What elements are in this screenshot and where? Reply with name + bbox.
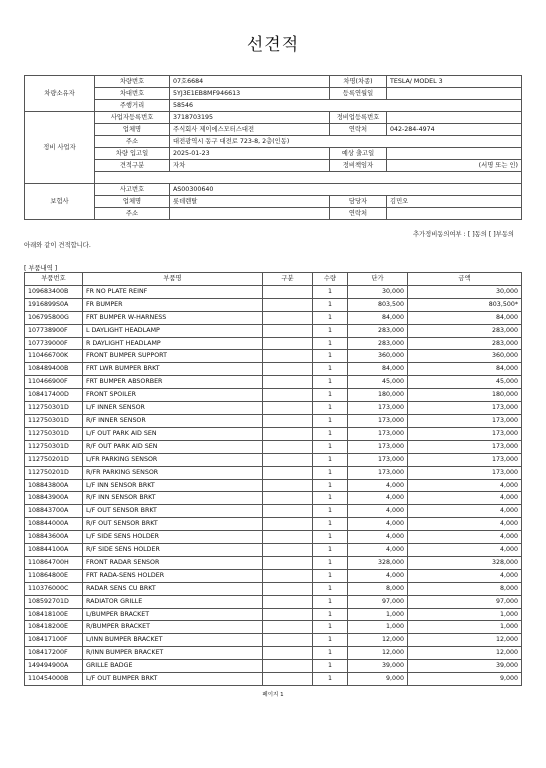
amount-cell: 180,000 — [408, 389, 522, 402]
unit-price-cell: 12,000 — [348, 647, 408, 660]
table-row — [25, 531, 522, 544]
unit-price-cell: 4,000 — [348, 544, 408, 557]
amount-cell: 12,000 — [408, 647, 522, 660]
type-cell — [263, 647, 313, 660]
qty-cell: 1 — [313, 544, 348, 557]
insurer-contact-value — [387, 208, 522, 220]
qty-cell: 1 — [313, 595, 348, 608]
amount-cell: 84,000 — [408, 363, 522, 376]
unit-price-cell: 4,000 — [348, 505, 408, 518]
estimate-info-table — [24, 75, 522, 220]
type-cell — [263, 608, 313, 621]
part-name-cell: FRT BUMPER W-HARNESS — [83, 311, 263, 324]
table-row — [25, 466, 522, 479]
part-no-cell: 110864800E — [25, 569, 83, 582]
type-cell — [263, 595, 313, 608]
vehicle-no-value: 07호6684 — [170, 76, 330, 88]
type-cell — [263, 453, 313, 466]
unit-price-cell: 4,000 — [348, 479, 408, 492]
type-cell — [263, 544, 313, 557]
part-no-cell: 110864700H — [25, 556, 83, 569]
table-row — [25, 518, 522, 531]
qty-cell: 1 — [313, 453, 348, 466]
qty-cell: 1 — [313, 582, 348, 595]
vin-label: 차대번호 — [95, 88, 170, 100]
type-cell — [263, 621, 313, 634]
insurer-address-label: 주소 — [95, 208, 170, 220]
qty-cell: 1 — [313, 556, 348, 569]
part-no-cell: 108843700A — [25, 505, 83, 518]
out-date-label: 예상 출고일 — [330, 148, 387, 160]
qty-cell: 1 — [313, 311, 348, 324]
unit-price-cell: 39,000 — [348, 660, 408, 673]
table-row — [25, 544, 522, 557]
reg-date-label: 등록연월일 — [330, 88, 387, 100]
qty-cell: 1 — [313, 350, 348, 363]
unit-price-cell: 173,000 — [348, 440, 408, 453]
type-cell — [263, 673, 313, 686]
part-no-cell: 149494900A — [25, 660, 83, 673]
contact-value: 042-284-4974 — [387, 124, 522, 136]
part-name-cell: FRONT RADAR SENSOR — [83, 556, 263, 569]
insurer-contact-label: 연락처 — [330, 208, 387, 220]
part-name-cell: L/F INNER SENSOR — [83, 402, 263, 415]
type-cell — [263, 479, 313, 492]
part-no-cell: 112750301D — [25, 427, 83, 440]
qty-cell: 1 — [313, 414, 348, 427]
unit-price-cell: 4,000 — [348, 531, 408, 544]
amount-cell: 4,000 — [408, 492, 522, 505]
qty-cell: 1 — [313, 531, 348, 544]
address-label: 주소 — [95, 136, 170, 148]
table-row — [25, 285, 522, 298]
manager-sign: (서명 또는 인) — [387, 160, 522, 172]
table-row — [25, 660, 522, 673]
amount-cell: 30,000 — [408, 285, 522, 298]
accident-no-value: AS00300640 — [170, 184, 522, 196]
table-row — [25, 440, 522, 453]
amount-cell: 9,000 — [408, 673, 522, 686]
amount-cell: 4,000 — [408, 569, 522, 582]
qty-cell: 1 — [313, 634, 348, 647]
biz-no-value: 3718703195 — [170, 112, 330, 124]
type-cell — [263, 363, 313, 376]
qty-cell: 1 — [313, 492, 348, 505]
amount-cell: 1,000 — [408, 608, 522, 621]
estimate-type-value: 자차 — [170, 160, 330, 172]
type-cell — [263, 376, 313, 389]
type-cell — [263, 569, 313, 582]
mileage-label: 주행거리 — [95, 100, 170, 112]
qty-cell: 1 — [313, 466, 348, 479]
unit-price-cell: 283,000 — [348, 337, 408, 350]
in-date-label: 차량 입고일 — [95, 148, 170, 160]
model-label: 차명(차종) — [330, 76, 387, 88]
unit-price-cell: 8,000 — [348, 582, 408, 595]
parts-table — [24, 272, 522, 686]
unit-price-cell: 30,000 — [348, 285, 408, 298]
amount-cell: 45,000 — [408, 376, 522, 389]
table-row — [25, 350, 522, 363]
part-name-cell: R/F INN SENSOR BRKT — [83, 492, 263, 505]
part-no-cell: 112750301D — [25, 440, 83, 453]
header-part-no: 부품번호 — [25, 273, 83, 286]
part-name-cell: R/F OUT PARK AID SEN — [83, 440, 263, 453]
part-name-cell: R DAYLIGHT HEADLAMP — [83, 337, 263, 350]
qty-cell: 1 — [313, 673, 348, 686]
amount-cell: 12,000 — [408, 634, 522, 647]
repair-no-value — [387, 112, 522, 124]
vehicle-no-label: 차량번호 — [95, 76, 170, 88]
type-cell — [263, 337, 313, 350]
part-name-cell: R/INN BUMPER BRACKET — [83, 647, 263, 660]
in-date-value: 2025-01-23 — [170, 148, 330, 160]
type-cell — [263, 427, 313, 440]
type-cell — [263, 518, 313, 531]
part-no-cell: 108417200F — [25, 647, 83, 660]
parts-header-row — [25, 273, 522, 286]
type-cell — [263, 660, 313, 673]
part-name-cell: FRT BUMPER ABSORBER — [83, 376, 263, 389]
type-cell — [263, 402, 313, 415]
qty-cell: 1 — [313, 660, 348, 673]
part-name-cell: FRT LWR BUMPER BRKT — [83, 363, 263, 376]
type-cell — [263, 440, 313, 453]
table-row — [25, 582, 522, 595]
amount-cell: 4,000 — [408, 479, 522, 492]
part-name-cell: FR NO PLATE REINF — [83, 285, 263, 298]
part-no-cell: 108843600A — [25, 531, 83, 544]
document-title: 선견적 — [246, 35, 300, 55]
part-no-cell: 112750201D — [25, 453, 83, 466]
unit-price-cell: 9,000 — [348, 673, 408, 686]
unit-price-cell: 360,000 — [348, 350, 408, 363]
type-cell — [263, 531, 313, 544]
contact-label: 연락처 — [330, 124, 387, 136]
part-name-cell: R/BUMPER BRACKET — [83, 621, 263, 634]
parts-section-label: [ 부품내역 ] — [24, 265, 58, 272]
table-row — [25, 569, 522, 582]
reg-date-value — [387, 88, 522, 100]
part-name-cell: FR BUMPER — [83, 298, 263, 311]
table-row — [25, 608, 522, 621]
amount-cell: 8,000 — [408, 582, 522, 595]
table-row — [25, 505, 522, 518]
biz-no-label: 사업자등록번호 — [95, 112, 170, 124]
insurer-company-value: 롯데렌탈 — [170, 196, 330, 208]
table-row — [25, 324, 522, 337]
insurer-company-label: 업체명 — [95, 196, 170, 208]
consent-text: 추가정비동의여부 : [ ]동의 [ ]부동의 — [412, 231, 514, 238]
unit-price-cell: 12,000 — [348, 634, 408, 647]
part-no-cell: 108843900A — [25, 492, 83, 505]
part-name-cell: L/F INN SENSOR BRKT — [83, 479, 263, 492]
qty-cell: 1 — [313, 298, 348, 311]
table-row — [25, 621, 522, 634]
amount-cell: 4,000 — [408, 505, 522, 518]
qty-cell: 1 — [313, 427, 348, 440]
part-no-cell: 106795800G — [25, 311, 83, 324]
table-row — [25, 311, 522, 324]
qty-cell: 1 — [313, 337, 348, 350]
table-row — [25, 634, 522, 647]
type-cell — [263, 285, 313, 298]
table-row — [25, 556, 522, 569]
amount-cell: 360,000 — [408, 350, 522, 363]
part-no-cell: 110466900F — [25, 376, 83, 389]
part-no-cell: 108418100E — [25, 608, 83, 621]
amount-cell: 4,000 — [408, 518, 522, 531]
qty-cell: 1 — [313, 324, 348, 337]
part-name-cell: RADIATOR GRILLE — [83, 595, 263, 608]
unit-price-cell: 173,000 — [348, 453, 408, 466]
part-no-cell: 110466700K — [25, 350, 83, 363]
address-value: 대전광역시 동구 대전로 723-8, 2층(인동) — [170, 136, 522, 148]
header-type: 구분 — [263, 273, 313, 286]
type-cell — [263, 311, 313, 324]
table-row — [25, 427, 522, 440]
amount-cell: 173,000 — [408, 414, 522, 427]
model-value: TESLA/ MODEL 3 — [387, 76, 522, 88]
type-cell — [263, 505, 313, 518]
type-cell — [263, 556, 313, 569]
unit-price-cell: 84,000 — [348, 311, 408, 324]
part-no-cell: 107738900F — [25, 324, 83, 337]
type-cell — [263, 324, 313, 337]
qty-cell: 1 — [313, 505, 348, 518]
table-row — [25, 492, 522, 505]
qty-cell: 1 — [313, 621, 348, 634]
unit-price-cell: 283,000 — [348, 324, 408, 337]
amount-cell: 173,000 — [408, 440, 522, 453]
part-no-cell: 108417100F — [25, 634, 83, 647]
type-cell — [263, 634, 313, 647]
type-cell — [263, 466, 313, 479]
qty-cell: 1 — [313, 479, 348, 492]
part-name-cell: L/F OUT BUMPER BRKT — [83, 673, 263, 686]
part-name-cell: RADAR SENS CU BRKT — [83, 582, 263, 595]
type-cell — [263, 298, 313, 311]
type-cell — [263, 414, 313, 427]
unit-price-cell: 173,000 — [348, 427, 408, 440]
qty-cell: 1 — [313, 402, 348, 415]
part-no-cell: 109683400B — [25, 285, 83, 298]
amount-cell: 173,000 — [408, 466, 522, 479]
out-date-value — [387, 148, 522, 160]
insurer-person-label: 담당자 — [330, 196, 387, 208]
qty-cell: 1 — [313, 440, 348, 453]
qty-cell: 1 — [313, 647, 348, 660]
qty-cell: 1 — [313, 569, 348, 582]
unit-price-cell: 84,000 — [348, 363, 408, 376]
owner-section-label: 차량소유자 — [25, 76, 95, 112]
part-no-cell: 108844000A — [25, 518, 83, 531]
unit-price-cell: 180,000 — [348, 389, 408, 402]
amount-cell: 4,000 — [408, 531, 522, 544]
unit-price-cell: 173,000 — [348, 414, 408, 427]
intro-text: 아래와 같이 견적합니다. — [24, 242, 91, 249]
insurer-section-label: 보험사 — [25, 184, 95, 220]
part-name-cell: L/FR PARKING SENSOR — [83, 453, 263, 466]
part-no-cell: 112750301D — [25, 402, 83, 415]
table-row — [25, 673, 522, 686]
amount-cell: 84,000 — [408, 311, 522, 324]
table-row — [25, 402, 522, 415]
type-cell — [263, 582, 313, 595]
part-no-cell: 108843800A — [25, 479, 83, 492]
amount-cell: 39,000 — [408, 660, 522, 673]
insurer-person-value: 김민오 — [387, 196, 522, 208]
part-no-cell: 108844100A — [25, 544, 83, 557]
page-number: 페이지 1 — [262, 692, 284, 698]
part-name-cell: L/F SIDE SENS HOLDER — [83, 531, 263, 544]
business-spacer — [95, 172, 522, 184]
part-no-cell: 110454000B — [25, 673, 83, 686]
qty-cell: 1 — [313, 285, 348, 298]
unit-price-cell: 1,000 — [348, 608, 408, 621]
insurer-address-value — [170, 208, 330, 220]
mileage-value: 58546 — [170, 100, 522, 112]
part-name-cell: R/F SIDE SENS HOLDER — [83, 544, 263, 557]
amount-cell: 173,000 — [408, 453, 522, 466]
table-row — [25, 363, 522, 376]
part-no-cell: 112750201D — [25, 466, 83, 479]
type-cell — [263, 492, 313, 505]
repair-no-label: 정비업등록번호 — [330, 112, 387, 124]
part-name-cell: L/BUMPER BRACKET — [83, 608, 263, 621]
table-row — [25, 647, 522, 660]
amount-cell: 4,000 — [408, 544, 522, 557]
type-cell — [263, 350, 313, 363]
table-row — [25, 376, 522, 389]
part-name-cell: L/INN BUMPER BRACKET — [83, 634, 263, 647]
unit-price-cell: 173,000 — [348, 466, 408, 479]
unit-price-cell: 803,500 — [348, 298, 408, 311]
part-name-cell: L DAYLIGHT HEADLAMP — [83, 324, 263, 337]
qty-cell: 1 — [313, 518, 348, 531]
company-label: 업체명 — [95, 124, 170, 136]
header-part-name: 부품명 — [83, 273, 263, 286]
qty-cell: 1 — [313, 389, 348, 402]
business-section-label: 정비 사업자 — [25, 112, 95, 184]
type-cell — [263, 389, 313, 402]
header-qty: 수량 — [313, 273, 348, 286]
part-no-cell: 110376000C — [25, 582, 83, 595]
part-no-cell: 108418200E — [25, 621, 83, 634]
unit-price-cell: 4,000 — [348, 518, 408, 531]
part-name-cell: R/F OUT SENSOR BRKT — [83, 518, 263, 531]
table-row — [25, 414, 522, 427]
part-name-cell: R/FR PARKING SENSOR — [83, 466, 263, 479]
part-name-cell: L/F OUT PARK AID SEN — [83, 427, 263, 440]
unit-price-cell: 45,000 — [348, 376, 408, 389]
header-unit-price: 단가 — [348, 273, 408, 286]
part-name-cell: GRILLE BADGE — [83, 660, 263, 673]
unit-price-cell: 173,000 — [348, 402, 408, 415]
part-no-cell: 108489400B — [25, 363, 83, 376]
part-name-cell: FRONT BUMPER SUPPORT — [83, 350, 263, 363]
unit-price-cell: 1,000 — [348, 621, 408, 634]
unit-price-cell: 97,000 — [348, 595, 408, 608]
table-row — [25, 595, 522, 608]
manager-label: 정비책임자 — [330, 160, 387, 172]
table-row — [25, 389, 522, 402]
amount-cell: 97,000 — [408, 595, 522, 608]
table-row — [25, 337, 522, 350]
amount-cell: 173,000 — [408, 402, 522, 415]
part-name-cell: L/F OUT SENSOR BRKT — [83, 505, 263, 518]
table-row — [25, 298, 522, 311]
part-no-cell: 107739000F — [25, 337, 83, 350]
amount-cell: 1,000 — [408, 621, 522, 634]
part-name-cell: R/F INNER SENSOR — [83, 414, 263, 427]
unit-price-cell: 4,000 — [348, 492, 408, 505]
amount-cell: 283,000 — [408, 337, 522, 350]
unit-price-cell: 4,000 — [348, 569, 408, 582]
part-no-cell: 1916899S0A — [25, 298, 83, 311]
company-value: 주식회사 제이에스모터스대전 — [170, 124, 330, 136]
unit-price-cell: 328,000 — [348, 556, 408, 569]
part-no-cell: 108417400D — [25, 389, 83, 402]
part-name-cell: FRT RADA-SENS HOLDER — [83, 569, 263, 582]
estimate-type-label: 견적구분 — [95, 160, 170, 172]
table-row — [25, 479, 522, 492]
vin-value: 5YJ3E1EB8MF946613 — [170, 88, 330, 100]
part-no-cell: 108592701D — [25, 595, 83, 608]
amount-cell: 173,000 — [408, 427, 522, 440]
amount-cell: 328,000 — [408, 556, 522, 569]
qty-cell: 1 — [313, 608, 348, 621]
amount-cell: 283,000 — [408, 324, 522, 337]
part-name-cell: FRONT SPOILER — [83, 389, 263, 402]
part-no-cell: 112750301D — [25, 414, 83, 427]
amount-cell: 803,500* — [408, 298, 522, 311]
table-row — [25, 453, 522, 466]
header-amount: 금액 — [408, 273, 522, 286]
qty-cell: 1 — [313, 363, 348, 376]
qty-cell: 1 — [313, 376, 348, 389]
accident-no-label: 사고번호 — [95, 184, 170, 196]
